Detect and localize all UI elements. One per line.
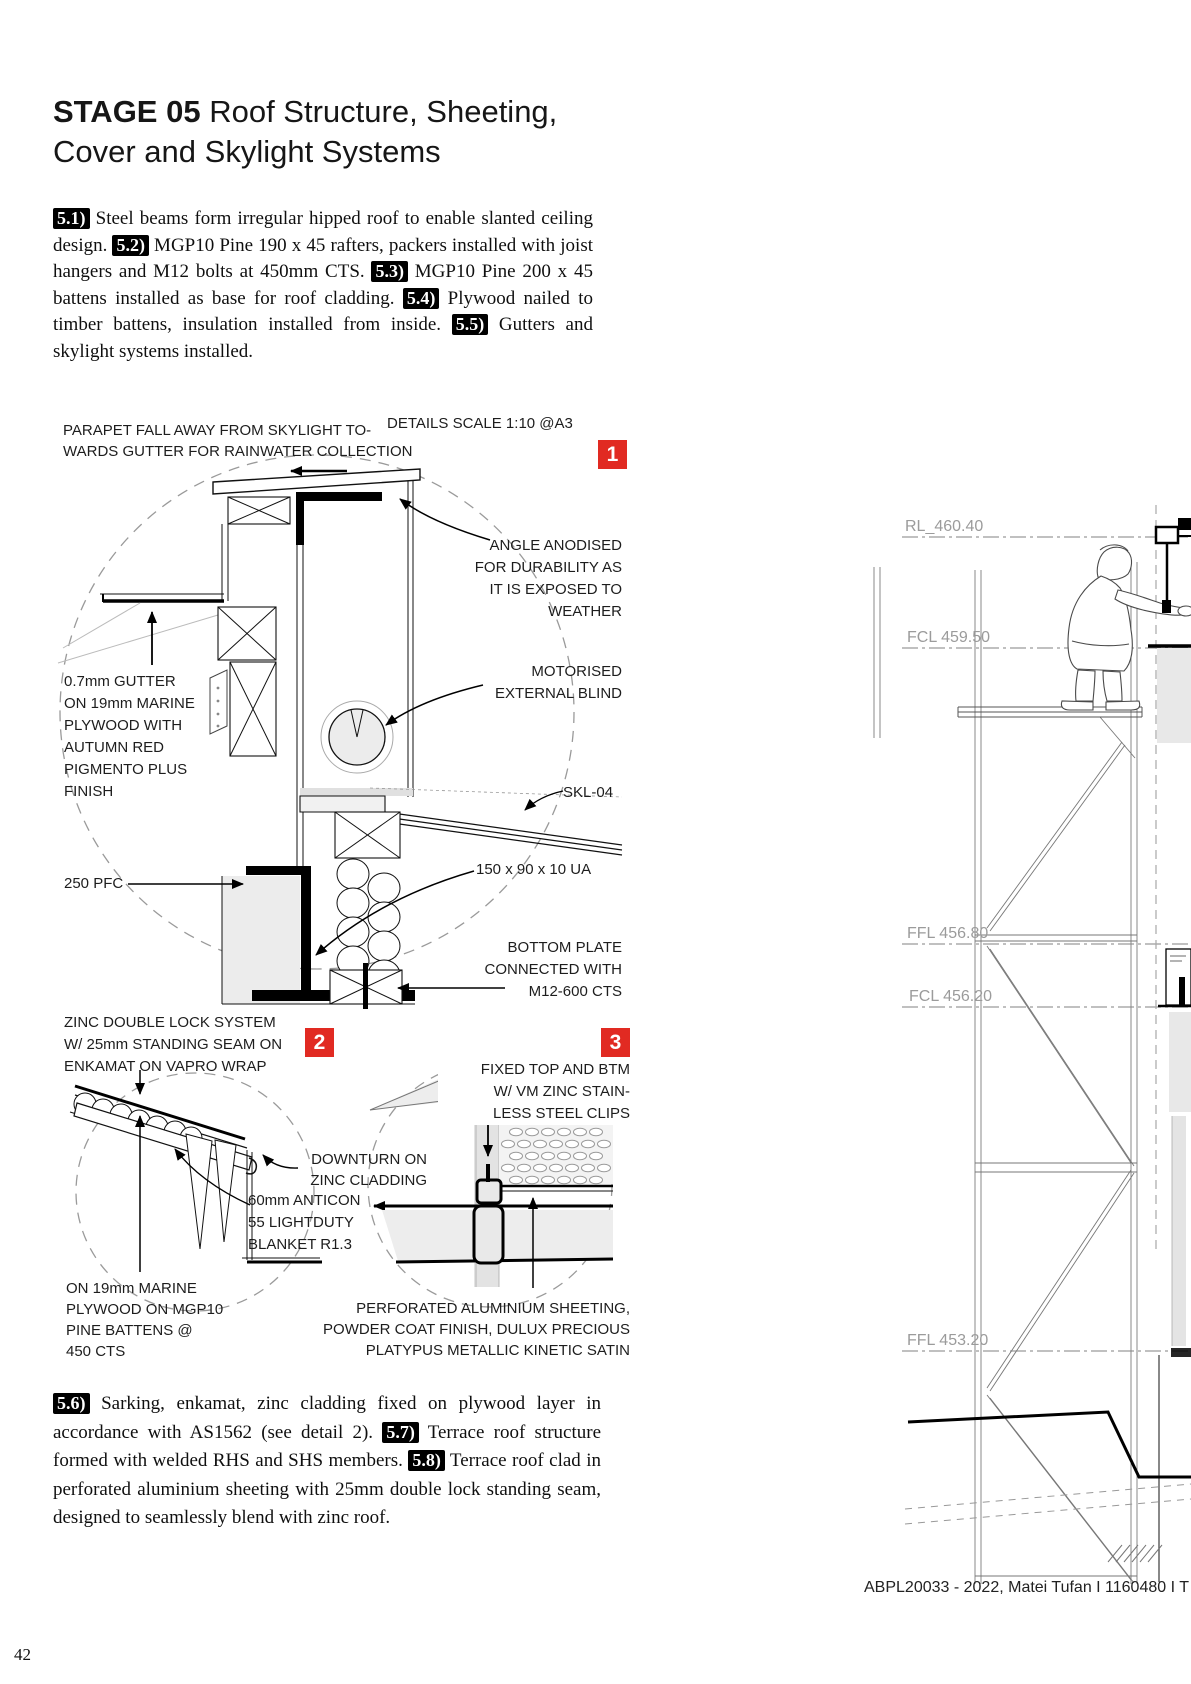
page-title-rest: Roof Structure, Sheeting,: [200, 94, 558, 129]
label-line: IT IS EXPOSED TO: [489, 581, 622, 598]
label-250-pfc: [64, 873, 123, 894]
label-parapet: [63, 420, 412, 462]
level-fcl-456-20: FCL 456.20: [909, 988, 993, 1005]
label-line: FIXED TOP AND BTM: [480, 1061, 630, 1078]
label-line: 150 x 90 x 10 UA: [476, 861, 592, 878]
label-angle-anodised: [420, 535, 622, 623]
label-gutter: [64, 671, 195, 803]
label-line: 60mm ANTICON: [248, 1192, 361, 1209]
label-line: PINE BATTENS @: [66, 1322, 193, 1339]
outro-paragraph: 5.6) Sarking, enkamat, zinc cladding fixed on plywood layer in accordance with AS1562 (see detail 2). 5.7) Terrace roof structure formed with welded RHS and SHS members. 5.8) Terrace roof clad in perforated aluminium sheeting with 25mm double lock standing seam, designed to seamlessly blend with zinc roof.: [53, 1393, 602, 1528]
level-lines: [902, 537, 1191, 1351]
label-line: SKL-04: [563, 784, 614, 801]
label-line: ENKAMAT ON VAPRO WRAP: [64, 1058, 267, 1075]
label-ua: [476, 859, 591, 880]
label-line: ZINC DOUBLE LOCK SYSTEM: [64, 1014, 276, 1031]
label-line: PLYWOOD ON MGP10: [66, 1301, 224, 1318]
intro-paragraph: 5.1) Steel beams form irregular hipped roof to enable slanted ceiling design. 5.2) MGP10 Pine 190 x 45 rafters, packers installed with joist hangers and M12 bolts at 450mm CTS. 5.3) MGP10 Pine 200 x 45 battens installed as base for roof cladding. 5.4) Plywood nailed to timber battens, insulation installed from inside. 5.5) Gutters and skylight systems installed.: [53, 208, 593, 362]
level-ffl-453-20: FFL 453.20: [907, 1332, 989, 1349]
label-line: WARDS GUTTER FOR RAINWATER COLLECTION: [63, 443, 413, 460]
label-line: W/ VM ZINC STAIN-: [493, 1083, 630, 1100]
page-title: [53, 92, 633, 172]
clause-badge: 5.7): [382, 1422, 419, 1443]
label-line: 450 CTS: [66, 1343, 126, 1360]
label-line: M12-600 CTS: [528, 983, 622, 1000]
page-title-stage: STAGE 05: [53, 94, 201, 129]
label-line: FOR DURABILITY AS: [474, 559, 622, 576]
label-line: ON 19mm MARINE: [64, 695, 195, 712]
label-line: 55 LIGHTDUTY: [248, 1214, 354, 1231]
label-line: PLYWOOD WITH: [64, 717, 183, 734]
label-skl-04: [563, 782, 613, 803]
level-fcl-459: FCL 459.50: [907, 629, 991, 646]
label-line: ZINC CLADDING: [310, 1172, 427, 1189]
page-number: 42: [14, 1645, 31, 1664]
clause-badge: 5.2): [112, 235, 149, 256]
label-motorised-blind: [430, 661, 622, 705]
level-rl-460: RL_460.40: [905, 518, 984, 535]
label-line: PERFORATED ALUMINIUM SHEETING,: [356, 1300, 630, 1317]
footer-credit: ABPL20033 - 2022, Matei Tufan I 1160480 I T: [864, 1579, 1189, 1596]
label-line: 0.7mm GUTTER: [64, 673, 176, 690]
clause-badge: 5.1): [53, 208, 90, 229]
label-line: 250 PFC: [64, 875, 124, 892]
label-line: PLATYPUS METALLIC KINETIC SATIN: [365, 1342, 630, 1359]
label-marine-plywood: [66, 1278, 223, 1362]
label-line: PARAPET FALL AWAY FROM SKYLIGHT TO-: [63, 422, 372, 439]
elevation-drawing: [830, 440, 1191, 1585]
label-downturn: [280, 1149, 427, 1191]
clause-badge: 5.8): [408, 1450, 445, 1471]
label-line: WEATHER: [548, 603, 622, 620]
label-line: W/ 25mm STANDING SEAM ON: [64, 1036, 283, 1053]
label-anticon: [248, 1190, 361, 1256]
clause-badge: 5.3): [371, 261, 408, 282]
clause-badge: 5.6): [53, 1393, 90, 1414]
label-line: ON 19mm MARINE: [66, 1280, 197, 1297]
detail3-number-badge: 3: [601, 1028, 630, 1057]
label-fixed-clips: [438, 1059, 630, 1125]
label-line: ANGLE ANODISED: [489, 537, 622, 554]
label-bottom-plate: [430, 937, 622, 1003]
label-line: PIGMENTO PLUS: [64, 761, 188, 778]
label-perforated-sheeting: [258, 1298, 630, 1361]
label-details-scale: DETAILS SCALE 1:10 @A3: [387, 415, 573, 432]
label-line: CONNECTED WITH: [484, 961, 622, 978]
detail2-number-badge: 2: [305, 1028, 334, 1057]
label-line: EXTERNAL BLIND: [495, 685, 622, 702]
clause-badge: 5.5): [452, 314, 489, 335]
label-line: FINISH: [64, 783, 114, 800]
label-line: BOTTOM PLATE: [507, 939, 622, 956]
level-ffl-456-80: FFL 456.80: [907, 925, 989, 942]
label-line: DOWNTURN ON: [311, 1151, 427, 1168]
label-line: AUTUMN RED: [64, 739, 164, 756]
label-line: LESS STEEL CLIPS: [492, 1105, 630, 1122]
label-line: MOTORISED: [531, 663, 622, 680]
page-title-line2: Cover and Skylight Systems: [53, 134, 441, 169]
label-line: POWDER COAT FINISH, DULUX PRECIOUS: [323, 1321, 630, 1338]
label-zinc-double-lock: [64, 1012, 282, 1078]
detail1-number-badge: 1: [598, 440, 627, 469]
clause-badge: 5.4): [403, 288, 440, 309]
label-line: BLANKET R1.3: [248, 1236, 352, 1253]
